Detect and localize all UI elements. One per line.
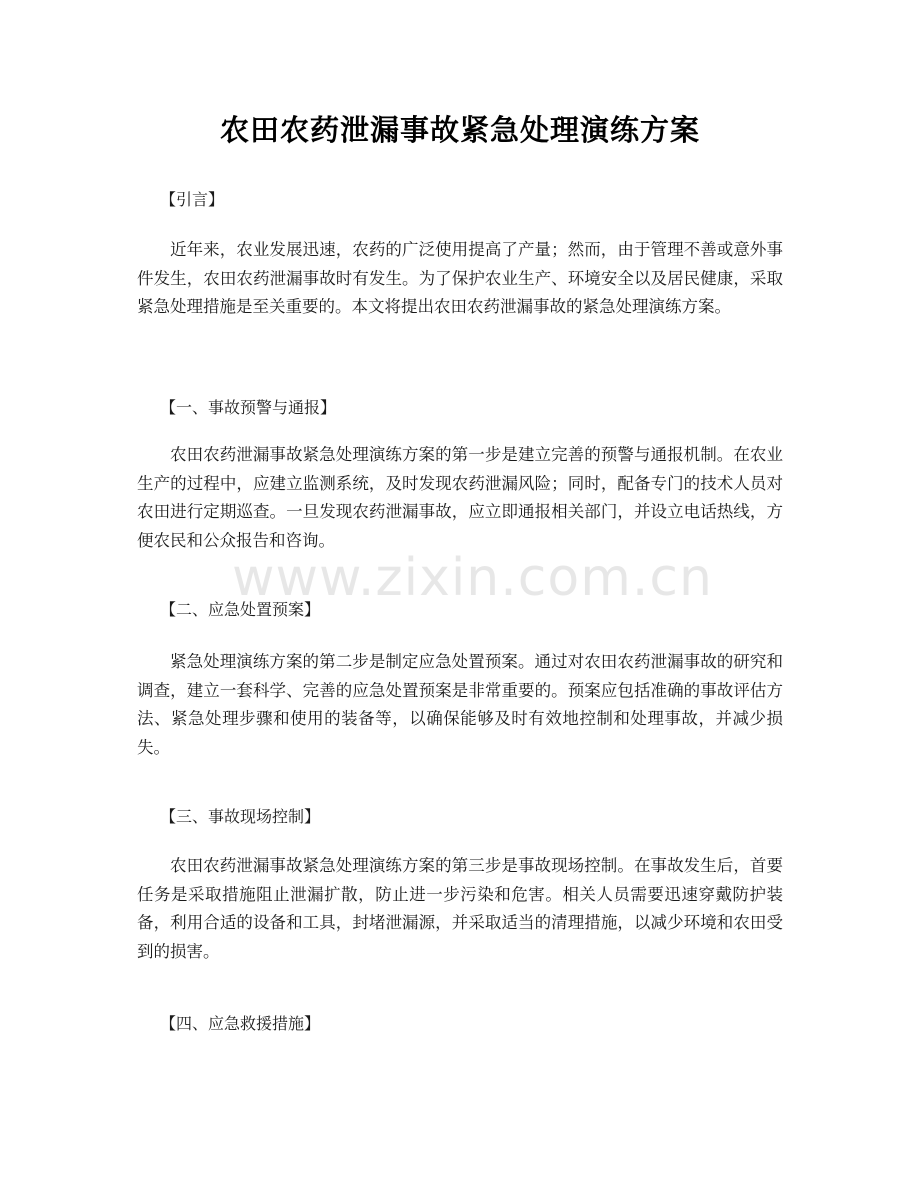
document-title: 农田农药泄漏事故紧急处理演练方案 — [219, 113, 700, 147]
section-paragraph-site-control: 农田农药泄漏事故紧急处理演练方案的第三步是事故现场控制。在事故发生后，首要任务是采取措施阻止泄漏扩散，防止进一步污染和危害。相关人员需要迅速穿戴防护装备，利用合适的设备和工具，封堵泄漏源，并采取适当的清理措施，以减少环境和农田受到的损害。 — [137, 856, 783, 961]
section-heading-plan: 【二、应急处置预案】 — [160, 600, 321, 619]
section-heading-site-control: 【三、事故现场控制】 — [160, 807, 321, 826]
section-heading-rescue: 【四、应急救援措施】 — [160, 1014, 321, 1033]
section-paragraph-plan: 紧急处理演练方案的第二步是制定应急处置预案。通过对农田农药泄漏事故的研究和调查，建立一套科学、完善的应急处置预案是非常重要的。预案应包括准确的事故评估方法、紧急处理步骤和使用的装备等，以确保能够及时有效地控制和处理事故，并减少损失。 — [137, 652, 783, 757]
section-heading-warning: 【一、事故预警与通报】 — [160, 398, 337, 417]
section-paragraph-warning: 农田农药泄漏事故紧急处理演练方案的第一步是建立完善的预警与通报机制。在农业生产的过程中，应建立监测系统，及时发现农药泄漏风险；同时，配备专门的技术人员对农田进行定期巡查。一旦发现农药泄漏事故，应立即通报相关部门，并设立电话热线，方便农民和公众报告和咨询。 — [137, 445, 783, 550]
section-paragraph-intro: 近年来，农业发展迅速，农药的广泛使用提高了产量；然而，由于管理不善或意外事件发生，农田农药泄漏事故时有发生。为了保护农业生产、环境安全以及居民健康，采取紧急处理措施是至关重要的。本文将提出农田农药泄漏事故的紧急处理演练方案。 — [137, 240, 783, 316]
section-heading-intro: 【引言】 — [160, 190, 225, 209]
watermark: www.zixin.com.cn — [232, 548, 713, 608]
